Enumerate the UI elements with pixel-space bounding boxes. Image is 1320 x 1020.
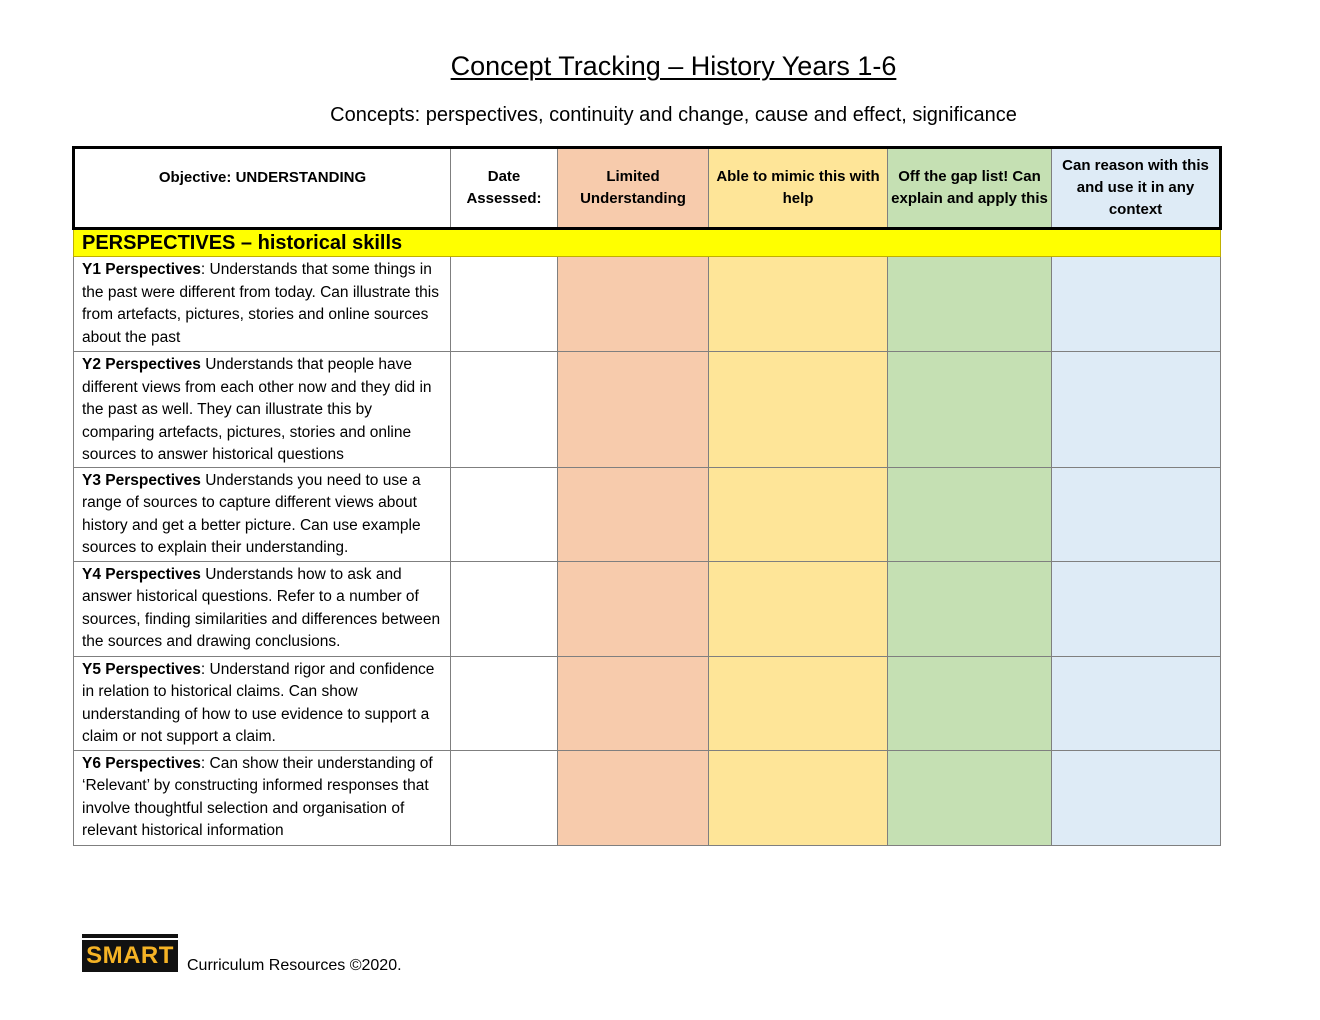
objective-text: Understands that people have different views from each other now and they did in the past as well. They can illustrate this by comparing artefacts, pictures, stories and online sources to answer historical questions [82, 356, 432, 463]
can-reason-cell[interactable] [1052, 656, 1221, 750]
date-assessed-cell[interactable] [451, 750, 558, 845]
objective-label: Y3 Perspectives [82, 471, 201, 489]
table-row [74, 750, 1221, 845]
date-assessed-cell[interactable] [451, 257, 558, 352]
objective-description [74, 352, 451, 468]
table-row [74, 257, 1221, 352]
ismart-logo [82, 934, 178, 972]
able-to-mimic-cell[interactable] [709, 257, 888, 352]
date-assessed-cell[interactable] [451, 352, 558, 468]
objective-label: Y5 Perspectives [82, 660, 201, 678]
header-row [74, 148, 1221, 229]
able-to-mimic-cell[interactable] [709, 561, 888, 656]
can-explain-cell[interactable] [888, 561, 1052, 656]
table-row [74, 352, 1221, 468]
header-can-explain: Off the gap list! Can explain and apply this [888, 148, 1052, 229]
table-row [74, 656, 1221, 750]
can-reason-cell[interactable] [1052, 257, 1221, 352]
limited-understanding-cell[interactable] [558, 656, 709, 750]
objective-label: Y6 Perspectives [82, 754, 201, 772]
objective-label: Y4 Perspectives [82, 565, 201, 583]
objective-text: Understands how to ask and answer historical questions. Refer to a number of sources, finding similarities and differences between the sources and drawing conclusions. [82, 565, 441, 650]
concept-tracking-table [72, 146, 1222, 846]
objective-description [74, 750, 451, 845]
objective-text: : Understand rigor and confidence in relation to historical claims. Can show understanding of how to use evidence to support a claim or not support a claim. [82, 660, 435, 745]
date-assessed-cell[interactable] [451, 656, 558, 750]
limited-understanding-cell[interactable] [558, 561, 709, 656]
objective-label: Y1 Perspectives [82, 261, 201, 278]
can-reason-cell[interactable] [1052, 352, 1221, 468]
able-to-mimic-cell[interactable] [709, 467, 888, 561]
date-assessed-cell[interactable] [451, 561, 558, 656]
can-reason-cell[interactable] [1052, 750, 1221, 845]
header-able-to-mimic: Able to mimic this with help [709, 148, 888, 229]
limited-understanding-cell[interactable] [558, 352, 709, 468]
logo-text: SMART [82, 940, 178, 972]
limited-understanding-cell[interactable] [558, 750, 709, 845]
date-assessed-cell[interactable] [451, 467, 558, 561]
can-explain-cell[interactable] [888, 257, 1052, 352]
section-row [74, 229, 1221, 257]
objective-description [74, 561, 451, 656]
objective-description [74, 257, 451, 352]
logo-bar [82, 934, 178, 938]
can-explain-cell[interactable] [888, 656, 1052, 750]
header-limited-understanding: Limited Understanding [558, 148, 709, 229]
limited-understanding-cell[interactable] [558, 467, 709, 561]
objective-description [74, 467, 451, 561]
can-reason-cell[interactable] [1052, 467, 1221, 561]
can-explain-cell[interactable] [888, 467, 1052, 561]
copyright-text: Curriculum Resources ©2020. [187, 957, 402, 974]
can-reason-cell[interactable] [1052, 561, 1221, 656]
objective-text: : Understands that some things in the past were different from today. Can illustrate this from artefacts, pictures, stories and online sources about the past [82, 261, 439, 346]
document-subtitle: Concepts: perspectives, continuity and change, cause and effect, significance [330, 104, 1017, 126]
document-title: Concept Tracking – History Years 1-6 [450, 51, 897, 81]
header-objective: Objective: UNDERSTANDING [74, 148, 451, 229]
able-to-mimic-cell[interactable] [709, 750, 888, 845]
header-can-reason: Can reason with this and use it in any context [1052, 148, 1221, 229]
objective-text: : Can show their understanding of ‘Relevant’ by constructing informed responses that involve thoughtful selection and organisation of relevant historical information [82, 754, 433, 839]
objective-text: Understands you need to use a range of sources to capture different views about history and get a better picture. Can use example sources to explain their understanding. [82, 471, 421, 556]
able-to-mimic-cell[interactable] [709, 352, 888, 468]
objective-label: Y2 Perspectives [82, 356, 201, 373]
can-explain-cell[interactable] [888, 750, 1052, 845]
objective-description [74, 656, 451, 750]
header-date-assessed: Date Assessed: [451, 148, 558, 229]
can-explain-cell[interactable] [888, 352, 1052, 468]
table-row [74, 467, 1221, 561]
table-row [74, 561, 1221, 656]
section-title: PERSPECTIVES – historical skills [74, 229, 1221, 257]
limited-understanding-cell[interactable] [558, 257, 709, 352]
able-to-mimic-cell[interactable] [709, 656, 888, 750]
